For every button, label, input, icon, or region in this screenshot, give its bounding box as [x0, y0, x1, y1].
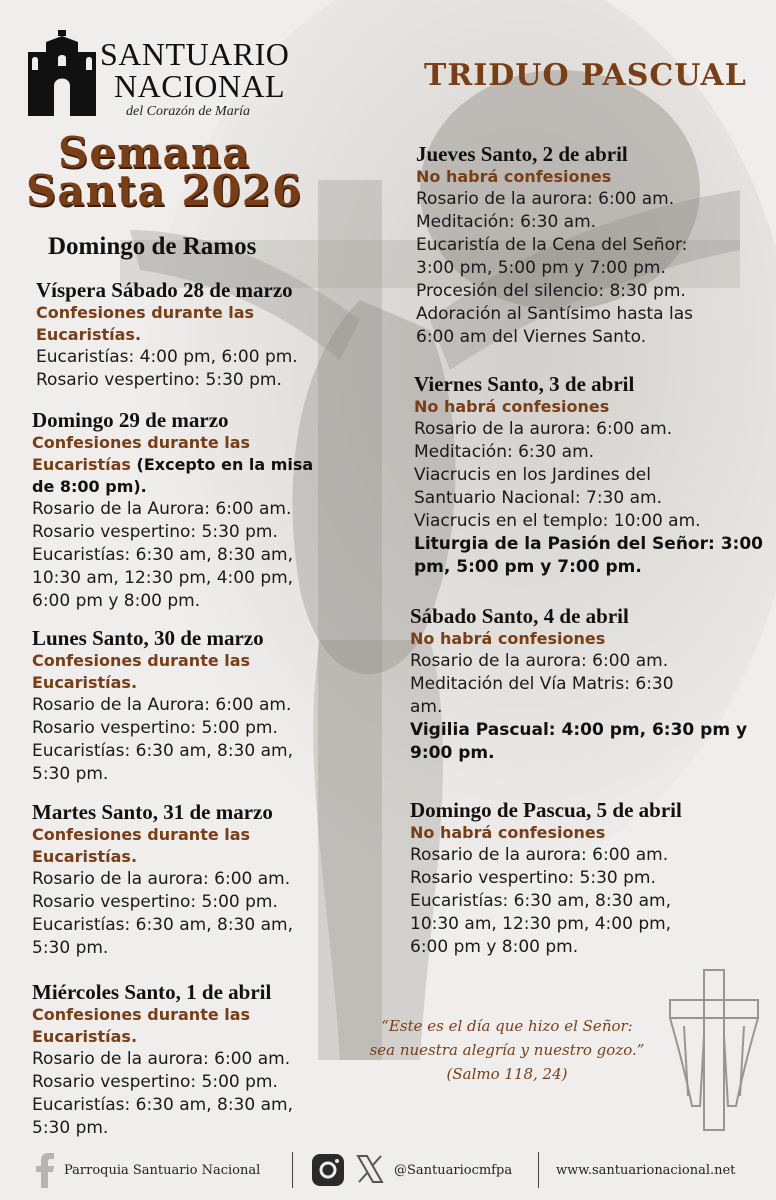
day-heading: Domingo de Pascua, 5 de abril — [410, 798, 682, 822]
schedule-line: Rosario de la Aurora: 6:00 am. — [32, 499, 292, 519]
day-heading: Domingo 29 de marzo — [32, 408, 229, 432]
footer-divider — [292, 1152, 293, 1188]
day-block-sabado-santo — [410, 604, 760, 765]
confession-note: No habrá confesiones — [410, 629, 606, 648]
schedule-line: Meditación del Vía Matris: 6:30 — [410, 674, 674, 694]
schedule-line: 5:30 pm. — [32, 1118, 109, 1138]
day-block-viernes-santo — [414, 372, 764, 579]
x-icon[interactable] — [356, 1154, 384, 1184]
schedule-line: Meditación: 6:30 am. — [414, 442, 595, 462]
quote-citation: (Salmo 118, 24) — [446, 1065, 568, 1083]
confession-note: Confesiones durante las Eucaristías. — [32, 1005, 251, 1046]
confession-note-main: Confesiones durante las Eucaristías — [32, 433, 251, 474]
schedule-line: Rosario de la aurora: 6:00 am. — [32, 869, 291, 889]
schedule-line: Rosario de la Aurora: 6:00 am. — [32, 695, 292, 715]
confession-note: Confesiones durante las Eucaristías. — [32, 825, 251, 866]
schedule-line: Rosario vespertino: 5:00 pm. — [32, 718, 278, 738]
schedule-line: Rosario de la aurora: 6:00 am. — [410, 845, 669, 865]
schedule-line: 10:30 am, 12:30 pm, 4:00 pm, — [410, 914, 672, 934]
schedule-line: Rosario de la aurora: 6:00 am. — [32, 1049, 291, 1069]
vigilia-schedule: Vigilia Pascual: 4:00 pm, 6:30 pm y 9:00 pm. — [410, 720, 748, 763]
schedule-line: Eucaristías: 6:30 am, 8:30 am, — [410, 891, 671, 911]
schedule-line: Rosario vespertino: 5:30 pm. — [410, 868, 656, 888]
schedule-line: 6:00 pm y 8:00 pm. — [32, 591, 201, 611]
schedule-line: Rosario vespertino: 5:00 pm. — [32, 892, 278, 912]
day-heading: Víspera Sábado 28 de marzo — [36, 278, 293, 302]
schedule-line: Viacrucis en los Jardines del — [414, 465, 651, 485]
schedule-line: Procesión del silencio: 8:30 pm. — [416, 281, 686, 301]
schedule-line: 3:00 pm, 5:00 pm y 7:00 pm. — [416, 258, 666, 278]
facebook-icon[interactable] — [34, 1152, 56, 1188]
liturgia-schedule: Liturgia de la Pasión del Señor: 3:00 pm, 5:00 pm y 7:00 pm. — [414, 534, 763, 577]
day-block-domingo-pascua — [410, 798, 760, 959]
facebook-page-name[interactable]: Parroquia Santuario Nacional — [64, 1163, 261, 1178]
schedule-line: Meditación: 6:30 am. — [416, 212, 597, 232]
website-link[interactable]: www.santuarionacional.net — [556, 1163, 736, 1178]
schedule-line: Rosario de la aurora: 6:00 am. — [414, 419, 673, 439]
schedule-line: Rosario vespertino: 5:30 pm. — [32, 522, 278, 542]
schedule-line: Rosario de la aurora: 6:00 am. — [416, 189, 675, 209]
confession-note: No habrá confesiones — [414, 397, 610, 416]
schedule-line: Rosario vespertino: 5:00 pm. — [32, 1072, 278, 1092]
schedule-line: Eucaristía de la Cena del Señor: — [416, 235, 688, 255]
day-heading: Jueves Santo, 2 de abril — [416, 142, 628, 166]
confession-note: Confesiones durante las Eucaristías. — [32, 651, 251, 692]
title-line2: Santa 2026 — [26, 166, 303, 215]
day-heading: Miércoles Santo, 1 de abril — [32, 980, 272, 1004]
quote-line1: “Este es el día que hizo el Señor: — [381, 1017, 633, 1035]
church-icon — [28, 30, 96, 116]
day-heading: Lunes Santo, 30 de marzo — [32, 626, 264, 650]
day-heading: Martes Santo, 31 de marzo — [32, 800, 273, 824]
scripture-quote — [352, 1014, 662, 1086]
day-block-miercoles-santo — [32, 980, 362, 1140]
confession-note: No habrá confesiones — [416, 167, 612, 186]
schedule-line: Rosario vespertino: 5:30 pm. — [36, 370, 282, 390]
schedule-line: Eucaristías: 4:00 pm, 6:00 pm. — [36, 347, 298, 367]
schedule-line: Viacrucis en el templo: 10:00 am. — [414, 511, 701, 531]
day-heading: Viernes Santo, 3 de abril — [414, 372, 635, 396]
schedule-line: 5:30 pm. — [32, 764, 109, 784]
day-block-jueves-santo — [416, 142, 766, 349]
title-line1: Semana — [58, 128, 251, 177]
schedule-line: 6:00 pm y 8:00 pm. — [410, 937, 579, 957]
confession-note: No habrá confesiones — [410, 823, 606, 842]
confession-note — [32, 432, 332, 498]
quote-line2: sea nuestra alegría y nuestro gozo.” — [369, 1041, 645, 1059]
schedule-line: Eucaristías: 6:30 am, 8:30 am, — [32, 915, 293, 935]
domingo-ramos-heading: Domingo de Ramos — [48, 233, 257, 260]
day-block-martes-santo — [32, 800, 362, 960]
instagram-icon[interactable] — [310, 1152, 346, 1188]
footer-divider — [538, 1152, 539, 1188]
schedule-line: 6:00 am del Viernes Santo. — [416, 327, 647, 347]
schedule-line: 5:30 pm. — [32, 938, 109, 958]
schedule-line: Adoración al Santísimo hasta las — [416, 304, 693, 324]
confession-note: Confesiones durante las Eucaristías. — [36, 303, 255, 344]
schedule-line: 10:30 am, 12:30 pm, 4:00 pm, — [32, 568, 294, 588]
schedule-line: Eucaristías: 6:30 am, 8:30 am, — [32, 545, 293, 565]
logo-subtitle: del Corazón de María — [126, 104, 251, 119]
triduo-heading: TRIDUO PASCUAL — [424, 58, 747, 93]
footer-bar — [0, 1148, 776, 1192]
schedule-line: Rosario de la aurora: 6:00 am. — [410, 651, 669, 671]
day-block-sabado-28 — [36, 278, 366, 392]
day-heading: Sábado Santo, 4 de abril — [410, 604, 629, 628]
logo-name-line2: NACIONAL — [114, 68, 286, 104]
confession-note-exception: (Excepto en la misa de 8:00 pm). — [32, 455, 314, 496]
day-block-lunes-santo — [32, 626, 362, 786]
cross-shroud-icon — [664, 966, 764, 1132]
schedule-line: am. — [410, 697, 443, 717]
schedule-line: Eucaristías: 6:30 am, 8:30 am, — [32, 1095, 293, 1115]
day-block-domingo-29 — [32, 408, 362, 613]
logo-name-line1: SANTUARIO — [100, 36, 290, 72]
schedule-line: Eucaristías: 6:30 am, 8:30 am, — [32, 741, 293, 761]
schedule-line: Santuario Nacional: 7:30 am. — [414, 488, 662, 508]
social-handle[interactable]: @Santuariocmfpa — [394, 1163, 513, 1178]
